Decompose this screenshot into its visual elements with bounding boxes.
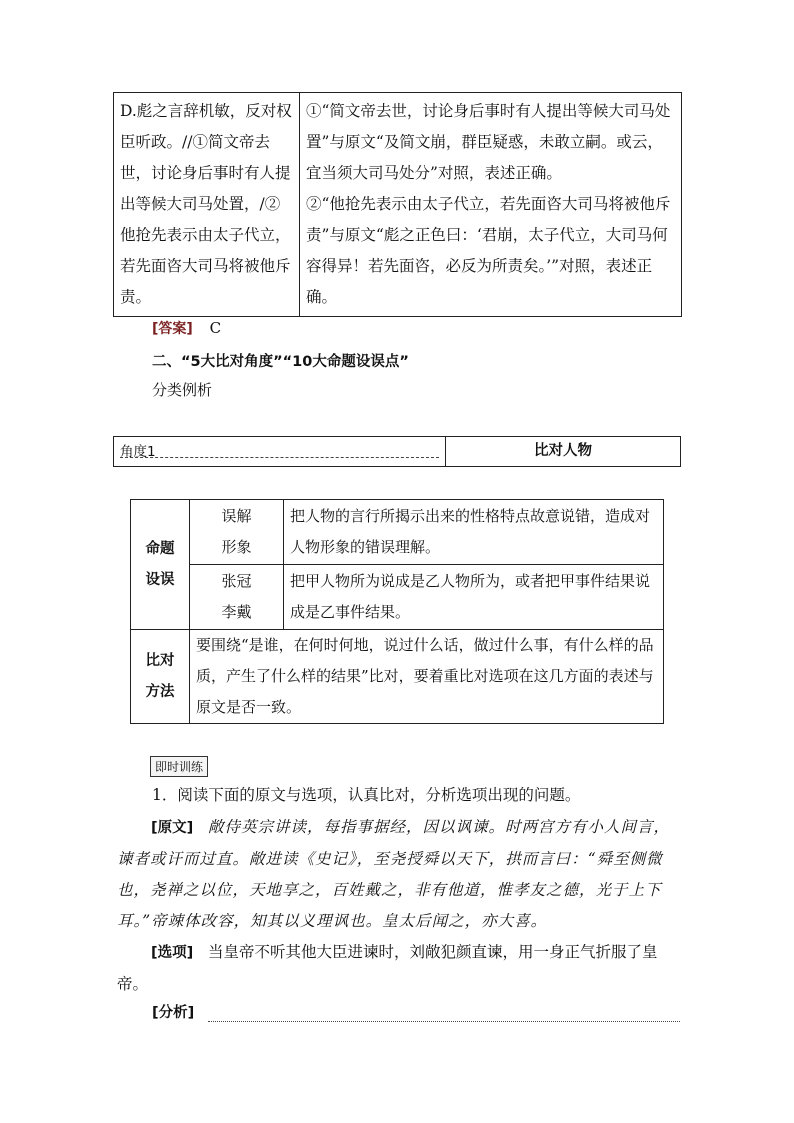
analysis-para-2: ②“他抢先表示由太子代立，若先面咨大司马将被他斥责”与原文“彪之正色曰：‘君崩，太子代立，大司马何容得异！若先面咨，必反为所责矣。’”对照，表述正确。 <box>306 195 671 306</box>
comparison-table <box>113 92 682 317</box>
analysis-para-1: ①“简文帝去世，讨论身后事时有人提出等候大司马处置”与原文“及简文崩，群臣疑惑，未敢立嗣。或云，宜当须大司马处分”对照，表述正确。 <box>306 102 671 182</box>
option-paragraph <box>117 937 680 1000</box>
error-type-2: 张冠李戴 <box>190 565 284 630</box>
original-label: [原文] <box>151 820 194 836</box>
section-title: 二、“5大比对角度”“10大命题设误点” <box>152 354 409 370</box>
dashed-divider <box>120 457 439 458</box>
angle-title: 比对人物 <box>534 443 592 459</box>
question-text: 1．阅读下面的原文与选项，认真比对，分析选项出现的问题。 <box>152 786 581 804</box>
analysis-cell <box>300 93 682 317</box>
error-desc-2: 把甲人物所为说成是乙人物所为，或者把甲事件结果说成是乙事件结果。 <box>284 565 664 630</box>
option-label: [选项] <box>151 945 194 961</box>
sub-title: 分类例析 <box>152 381 213 399</box>
original-paragraph <box>117 812 680 937</box>
method-desc: 要围绕“是谁，在何时何地，说过什么话，做过什么事，有什么样的品质，产生了什么样的结果”比对，要着重比对选项在这几方面的表述与原文是否一致。 <box>190 630 664 724</box>
error-header: 命题设误 <box>131 500 190 630</box>
answer-line <box>152 318 221 338</box>
error-desc-1: 把人物的言行所揭示出来的性格特点故意说错，造成对人物形象的错误理解。 <box>284 500 664 565</box>
method-header: 比对方法 <box>131 630 190 724</box>
angle-bar <box>113 436 681 467</box>
option-text: 当皇帝不听其他大臣进谏时，刘敞犯颜直谏，用一身正气折服了皇帝。 <box>117 943 658 993</box>
method-table <box>130 499 664 724</box>
error-type-1: 误解形象 <box>190 500 284 565</box>
answer-label: [答案] <box>152 321 193 337</box>
original-text: 敞侍英宗讲读，每指事据经，因以讽谏。时两宫方有小人间言，谏者或讦而过直。敞进读《史记》，至尧授舜以天下，拱而言曰：“舜至侧微也，尧禅之以位，天地享之，百姓戴之，非有他道，惟孝友之德，光于上下耳。”帝竦体改容，知其以义理讽也。皇太后闻之，亦大喜。 <box>117 818 671 930</box>
analysis-line <box>152 1001 680 1022</box>
angle-tag-cell <box>114 437 446 466</box>
angle-tag: 角度1 <box>120 444 156 460</box>
analysis-label: [分析] <box>152 1005 195 1021</box>
answer-blank[interactable] <box>208 1007 680 1022</box>
answer-value: C <box>209 319 222 337</box>
practice-tag: 即时训练 <box>150 756 208 777</box>
option-d-cell: D.彪之言辞机敏，反对权臣听政。//①简文帝去世，讨论身后事时有人提出等候大司马处置，/②他抢先表示由太子代立，若先面咨大司马将被他斥责。 <box>114 93 300 317</box>
